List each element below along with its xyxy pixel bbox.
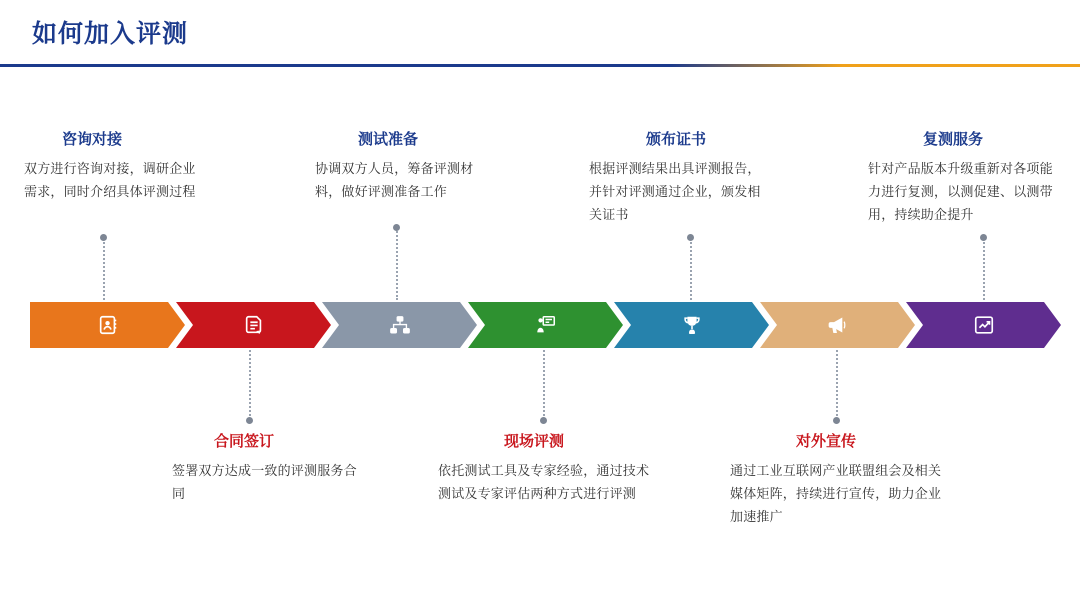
step-desc-1: 双方进行咨询对接，调研企业需求，同时介绍具体评测过程	[24, 161, 196, 199]
connector-4	[543, 350, 545, 420]
connector-6	[836, 350, 838, 420]
step-title-4: 现场评测	[504, 433, 565, 450]
step-block-1	[24, 128, 200, 204]
step-desc-4: 依托测试工具及专家经验，通过技术测试及专家评估两种方式进行评测	[438, 463, 650, 501]
step-block-7	[868, 128, 1063, 226]
chevron-step-5[interactable]	[614, 302, 769, 348]
step-desc-6: 通过工业互联网产业联盟组会及相关媒体矩阵，持续进行宣传，助力企业加速推广	[730, 463, 942, 524]
step-title-6: 对外宣传	[796, 433, 857, 450]
chevron-step-6[interactable]	[760, 302, 915, 348]
contract-document-icon	[243, 314, 265, 336]
megaphone-icon	[827, 314, 849, 336]
connector-2	[249, 350, 251, 420]
connector-dot-3	[393, 224, 400, 231]
step-desc-7: 针对产品版本升级重新对各项能力进行复测，以测促建、以测带用，持续助企提升	[868, 161, 1053, 222]
step-block-6	[730, 430, 950, 528]
step-desc-5: 根据评测结果出具评测报告，并针对评测通过企业，颁发相关证书	[589, 161, 761, 222]
chevron-step-4[interactable]	[468, 302, 623, 348]
step-desc-2: 签署双方达成一致的评测服务合同	[172, 463, 357, 501]
presentation-person-icon	[535, 314, 557, 336]
connector-dot-7	[980, 234, 987, 241]
step-desc-3: 协调双方人员，筹备评测材料，做好评测准备工作	[315, 161, 474, 199]
step-title-1: 咨询对接	[62, 131, 123, 148]
step-title-3: 测试准备	[358, 131, 419, 148]
trophy-icon	[681, 314, 703, 336]
chevron-step-1[interactable]	[30, 302, 185, 348]
step-block-5	[589, 128, 765, 226]
step-title-2: 合同签订	[214, 433, 275, 450]
connector-dot-4	[540, 417, 547, 424]
connector-dot-5	[687, 234, 694, 241]
org-chart-icon	[389, 314, 411, 336]
connector-7	[983, 238, 985, 300]
header-divider	[0, 64, 1080, 67]
connector-5	[690, 238, 692, 300]
connector-dot-6	[833, 417, 840, 424]
contact-card-icon	[97, 314, 119, 336]
chevron-step-2[interactable]	[176, 302, 331, 348]
step-block-2	[172, 430, 357, 506]
page-title: 如何加入评测	[32, 20, 189, 48]
connector-dot-1	[100, 234, 107, 241]
step-title-5: 颁布证书	[646, 131, 707, 148]
growth-chart-icon	[973, 314, 995, 336]
chevron-step-7[interactable]	[906, 302, 1061, 348]
process-chevron-band	[30, 302, 1065, 348]
connector-3	[396, 228, 398, 300]
step-block-4	[438, 430, 650, 506]
connector-dot-2	[246, 417, 253, 424]
step-block-3	[315, 128, 491, 204]
step-title-7: 复测服务	[923, 131, 984, 148]
connector-1	[103, 238, 105, 300]
chevron-step-3[interactable]	[322, 302, 477, 348]
